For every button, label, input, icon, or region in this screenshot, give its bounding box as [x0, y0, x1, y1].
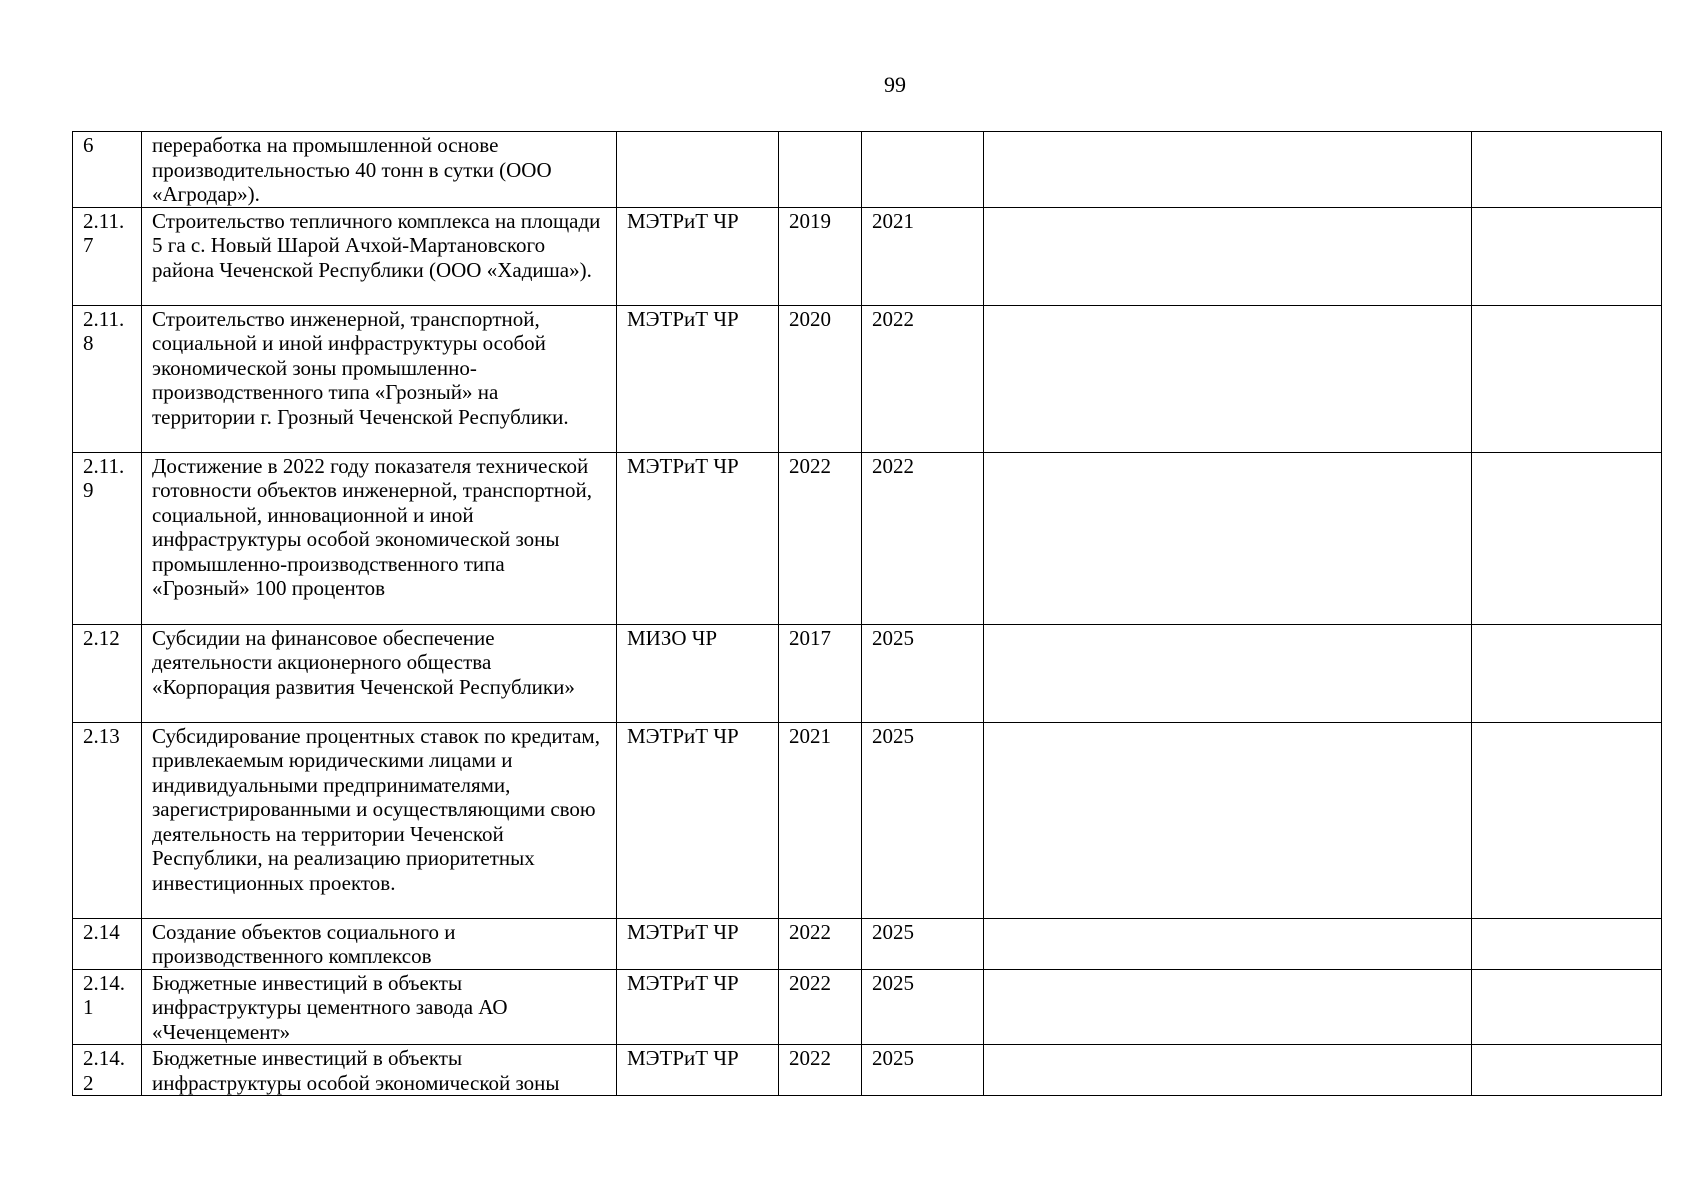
row-number-cell: 2.14. 2: [73, 1045, 142, 1096]
table-row: [73, 452, 1662, 624]
table-row: [73, 722, 1662, 918]
executor-cell: МЭТРиТ ЧР: [617, 918, 779, 969]
empty-cell: [1472, 722, 1662, 918]
start-year-cell: 2019: [779, 207, 862, 305]
end-year-cell: 2025: [862, 722, 984, 918]
start-year-cell: 2022: [779, 452, 862, 624]
end-year-cell: [862, 132, 984, 208]
measure-description-cell: Субсидии на финансовое обеспечение деятельности акционерного общества «Корпорация развития Чеченской Республики»: [142, 624, 617, 722]
start-year-cell: 2022: [779, 1045, 862, 1096]
empty-cell: [984, 207, 1472, 305]
end-year-cell: 2022: [862, 452, 984, 624]
program-measures-table: [72, 131, 1662, 1096]
empty-cell: [984, 132, 1472, 208]
executor-cell: МЭТРиТ ЧР: [617, 305, 779, 452]
start-year-cell: [779, 132, 862, 208]
table-row: [73, 207, 1662, 305]
executor-cell: МЭТРиТ ЧР: [617, 969, 779, 1045]
empty-cell: [1472, 969, 1662, 1045]
end-year-cell: 2025: [862, 1045, 984, 1096]
empty-cell: [984, 624, 1472, 722]
table-row: [73, 624, 1662, 722]
start-year-cell: 2017: [779, 624, 862, 722]
empty-cell: [984, 969, 1472, 1045]
empty-cell: [1472, 452, 1662, 624]
row-number-cell: 2.13: [73, 722, 142, 918]
executor-cell: МЭТРиТ ЧР: [617, 207, 779, 305]
table-row: [73, 132, 1662, 208]
measure-description-cell: Строительство инженерной, транспортной, социальной и иной инфраструктуры особой экономической зоны промышленно-производственного типа «Грозный» на территории г. Грозный Чеченской Республики.: [142, 305, 617, 452]
measure-description-cell: Бюджетные инвестиций в объекты инфраструктуры особой экономической зоны: [142, 1045, 617, 1096]
end-year-cell: 2025: [862, 969, 984, 1045]
executor-cell: [617, 132, 779, 208]
table-row: [73, 969, 1662, 1045]
table-row: [73, 305, 1662, 452]
executor-cell: МЭТРиТ ЧР: [617, 452, 779, 624]
empty-cell: [984, 1045, 1472, 1096]
empty-cell: [1472, 1045, 1662, 1096]
row-number-cell: 6: [73, 132, 142, 208]
table-row: [73, 1045, 1662, 1096]
empty-cell: [1472, 132, 1662, 208]
row-number-cell: 2.14. 1: [73, 969, 142, 1045]
table-body: [73, 132, 1662, 1096]
row-number-cell: 2.14: [73, 918, 142, 969]
empty-cell: [1472, 624, 1662, 722]
row-number-cell: 2.11. 8: [73, 305, 142, 452]
empty-cell: [1472, 207, 1662, 305]
start-year-cell: 2021: [779, 722, 862, 918]
empty-cell: [984, 452, 1472, 624]
end-year-cell: 2021: [862, 207, 984, 305]
start-year-cell: 2022: [779, 969, 862, 1045]
empty-cell: [984, 722, 1472, 918]
measure-description-cell: Достижение в 2022 году показателя технической готовности объектов инженерной, транспортной, социальной, инновационной и иной инфраструктуры особой экономической зоны промышленно-производственного типа «Грозный» 100 процентов: [142, 452, 617, 624]
end-year-cell: 2025: [862, 624, 984, 722]
end-year-cell: 2022: [862, 305, 984, 452]
row-number-cell: 2.12: [73, 624, 142, 722]
empty-cell: [1472, 305, 1662, 452]
measure-description-cell: Бюджетные инвестиций в объекты инфраструктуры цементного завода АО «Чеченцемент»: [142, 969, 617, 1045]
page-number: 99: [884, 72, 906, 97]
executor-cell: МИЗО ЧР: [617, 624, 779, 722]
measure-description-cell: Субсидирование процентных ставок по кредитам, привлекаемым юридическими лицами и индивидуальными предпринимателями, зарегистрированными и осуществляющими свою деятельность на территории Чеченской Республики, на реализацию приоритетных инвестиционных проектов.: [142, 722, 617, 918]
measure-description-cell: переработка на промышленной основе производительностью 40 тонн в сутки (ООО «Агродар»).: [142, 132, 617, 208]
table-row: [73, 918, 1662, 969]
executor-cell: МЭТРиТ ЧР: [617, 722, 779, 918]
executor-cell: МЭТРиТ ЧР: [617, 1045, 779, 1096]
empty-cell: [1472, 918, 1662, 969]
measure-description-cell: Создание объектов социального и производственного комплексов: [142, 918, 617, 969]
empty-cell: [984, 305, 1472, 452]
empty-cell: [984, 918, 1472, 969]
row-number-cell: 2.11. 7: [73, 207, 142, 305]
start-year-cell: 2020: [779, 305, 862, 452]
row-number-cell: 2.11. 9: [73, 452, 142, 624]
measure-description-cell: Строительство тепличного комплекса на площади 5 га с. Новый Шарой Ачхой-Мартановского района Чеченской Республики (ООО «Хадиша»).: [142, 207, 617, 305]
start-year-cell: 2022: [779, 918, 862, 969]
end-year-cell: 2025: [862, 918, 984, 969]
